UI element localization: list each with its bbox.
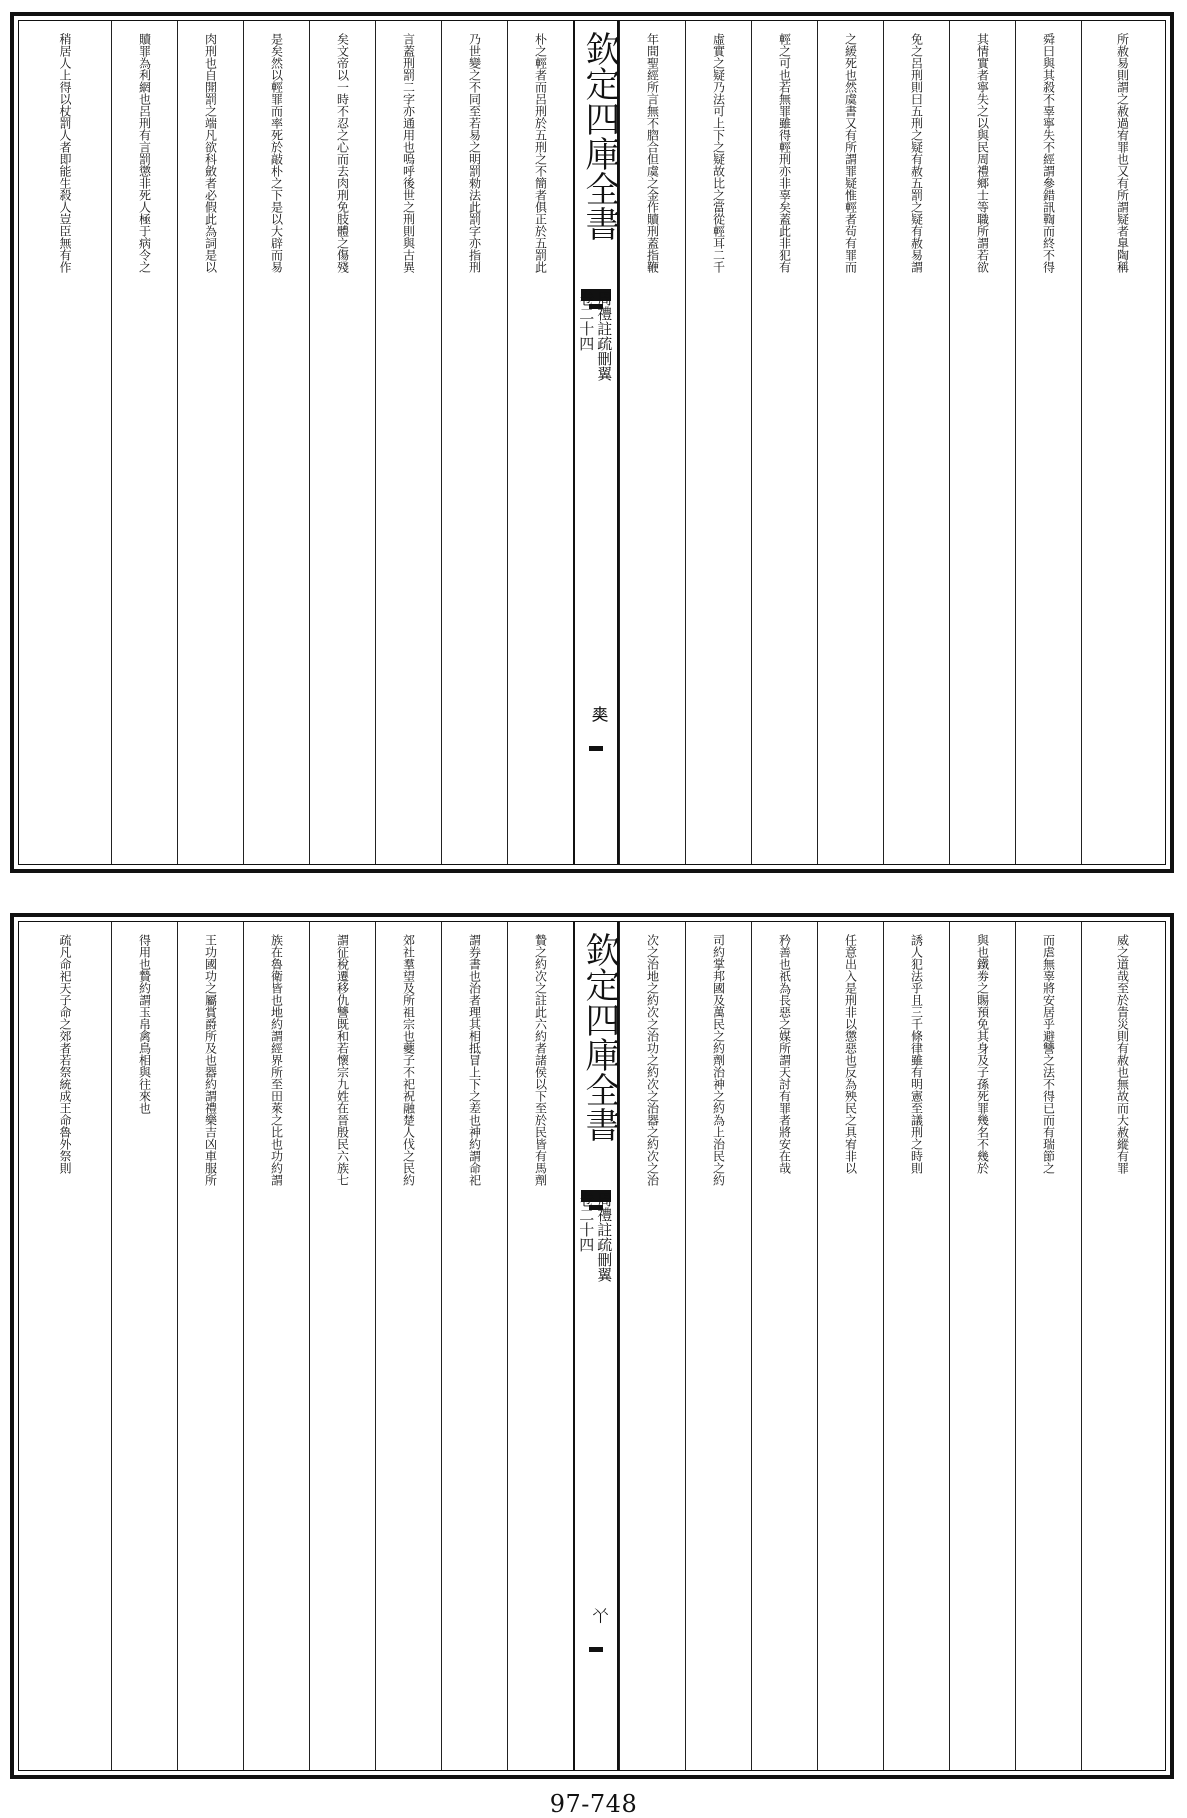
text-column (751, 21, 817, 864)
column-text: 王功國功之屬賞爵所及也器約謂禮樂吉凶車服所 (203, 934, 218, 1186)
text-column (375, 21, 441, 864)
text-column (817, 21, 883, 864)
column-text: 朴之輕者而呂刑於五刑之不簡者俱正於五罰此 (533, 33, 548, 273)
text-column (243, 21, 309, 864)
text-column (685, 922, 751, 1770)
column-text: 司約掌邦國及萬民之約劑治神之約為上治民之約 (711, 934, 726, 1186)
column-text: 舜曰與其殺不辜寧失不經謂參錯訊鞫而終不得 (1041, 33, 1056, 273)
upper-page (10, 12, 1174, 873)
text-column (375, 922, 441, 1770)
column-text: 肉刑也自開罰之端凡欲科斂者必假此為詞是以 (203, 33, 218, 273)
center-banner (573, 21, 619, 864)
text-column (817, 922, 883, 1770)
text-column (1015, 21, 1081, 864)
column-text: 虛實之疑乃法可上下之疑故比之當從輕耳二千 (711, 33, 726, 273)
banner-volume: 卷二十四 (577, 291, 596, 351)
banner-folio: 𠁊 (589, 706, 609, 723)
lower-page (10, 913, 1174, 1779)
column-text: 贖罪為利網也呂刑有言罰懲非死人極于病令之 (137, 33, 152, 273)
text-column (949, 922, 1015, 1770)
text-column (507, 21, 573, 864)
column-text: 矣文帝以一時不忍之心而去肉刑免肢體之傷殘 (335, 33, 350, 273)
column-text: 任意出入是刑非以懲惡也反為殃民之具宥非以 (843, 934, 858, 1174)
text-column (441, 922, 507, 1770)
column-text: 所赦易則謂之赦過宥罪也又有所謂疑者臯陶稱 (1115, 33, 1130, 273)
text-column (619, 922, 685, 1770)
banner-book-title: 周禮註疏刪翼 (595, 1192, 614, 1282)
text-column (19, 21, 111, 864)
banner-title: 欽定四庫全書 (580, 932, 620, 1142)
text-column (243, 922, 309, 1770)
text-column (309, 21, 375, 864)
text-column (1081, 922, 1163, 1770)
column-text: 郊社羣望及所祖宗也夔子不祀祝融楚人伐之民約 (401, 934, 416, 1186)
column-text: 言蓋刑罰二字亦通用也嗚呼後世之刑則與古異 (401, 33, 416, 273)
banner-volume: 卷二十四 (577, 1192, 596, 1252)
text-column (177, 21, 243, 864)
column-text: 之緩死也然虞書又有所謂罪疑惟輕者茍有罪而 (843, 33, 858, 273)
text-column (1081, 21, 1163, 864)
column-text: 誘人犯法乎且三千條律雖有明憲至議刑之時則 (909, 934, 924, 1174)
text-column (949, 21, 1015, 864)
fish-tail-mark-bottom (589, 1647, 603, 1652)
fish-tail-mark-bottom (589, 746, 603, 751)
text-column (1015, 922, 1081, 1770)
column-text: 乃世變之不同至若易之明罰勑法此罰字亦指刑 (467, 33, 482, 273)
text-column (883, 922, 949, 1770)
column-text: 謂征稅遷移仇讐既和若懷宗九姓在晉殷民六族七 (335, 934, 350, 1186)
column-text: 贄之約次之註此六約者諸侯以下至於民皆有馬劑 (533, 934, 548, 1186)
text-column (177, 922, 243, 1770)
text-column (619, 21, 685, 864)
column-text: 次之治地之約次之治功之約次之治器之約次之治 (645, 934, 660, 1186)
banner-folio: 𠁥 (589, 1607, 609, 1624)
text-column (751, 922, 817, 1770)
text-column (685, 21, 751, 864)
column-text: 免之呂刑則曰五刑之疑有赦五罰之疑有赦易謂 (909, 33, 924, 273)
column-text: 年間聖經所言無不脗合但虞之金作贖刑蓋指鞭 (645, 33, 660, 273)
column-text: 稍居人上得以杖罰人者即能生殺人豈臣無有作 (58, 33, 72, 273)
column-text: 輕之可也若無罪雖得輕刑亦非辜矣蓋此非犯有 (777, 33, 792, 273)
text-column (883, 21, 949, 864)
page-number: 97-748 (549, 1790, 638, 1818)
banner-title: 欽定四庫全書 (580, 31, 620, 241)
column-text: 與也鐵劵之賜預免其身及子孫死罪幾名不幾於 (975, 934, 990, 1174)
column-text: 謂券書也治者理其相抵冒上下之差也神約謂命祀 (467, 934, 482, 1186)
column-text: 得用也贄約謂玉帛禽鳥相與往來也 (137, 934, 152, 1114)
column-text: 其情實者寧失之以與民周禮鄉士等職所謂若欲 (975, 33, 990, 273)
column-text: 威之道哉至於眚災則有赦也無故而大赦縱有罪 (1115, 934, 1130, 1174)
text-column (441, 21, 507, 864)
lower-page-inner-frame (18, 921, 1166, 1771)
text-column (111, 922, 177, 1770)
text-column (19, 922, 111, 1770)
column-text: 矜善也祇為長惡之媒所謂天討有罪者將安在哉 (777, 934, 792, 1174)
banner-book-title: 周禮註疏刪翼 (595, 291, 614, 381)
column-text: 疏凡命祀天子命之郊者若祭統成王命魯外祭則 (58, 934, 72, 1174)
column-text: 族在魯衛皆也地約謂經界所至田萊之比也功約謂 (269, 934, 284, 1186)
column-text: 而虐無辜將安居乎避讐之法不得已而有瑞節之 (1041, 934, 1056, 1174)
text-column (309, 922, 375, 1770)
center-banner (573, 922, 619, 1770)
column-text: 是矣然以輕罪而率死於敲朴之下是以大辟而易 (269, 33, 284, 273)
text-column (111, 21, 177, 864)
upper-page-inner-frame (18, 20, 1166, 865)
text-column (507, 922, 573, 1770)
